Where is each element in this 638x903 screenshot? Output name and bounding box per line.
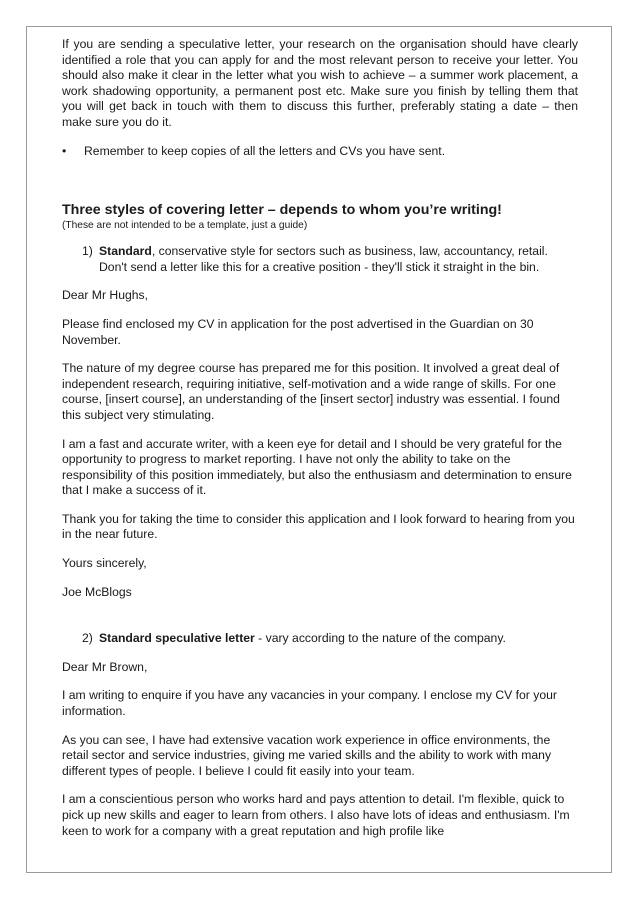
letter2-paragraph-3: I am a conscientious person who works hard and pays attention to detail. I'm flexible, quick to pick up new skills and eager to learn from others. I also have lots of ideas and enthusiasm. I'm keen to work for a company with a great reputation and high profile like — [62, 792, 570, 838]
letter1-title: Standard — [99, 244, 152, 259]
letter1-salutation: Dear Mr Hughs, — [62, 288, 149, 303]
bullet-symbol: • — [62, 143, 67, 158]
letter2-heading-text — [99, 631, 506, 647]
letter1-heading-text — [99, 244, 578, 275]
letter1-paragraph-2: The nature of my degree course has prepared me for this position. It involved a great deal of independent research, requiring initiative, self-motivation and a wide range of skills. For one course, [insert course], an understanding of the [insert sector] industry was essential. I found this subject very stimulating. — [62, 361, 560, 422]
letter2-description: - vary according to the nature of the company. — [254, 631, 506, 646]
bullet-text: Remember to keep copies of all the letters and CVs you have sent. — [84, 143, 446, 158]
letter1-number: 1) — [82, 244, 93, 259]
section-heading: Three styles of covering letter – depends to whom you’re writing! — [62, 202, 502, 219]
letter2-paragraph-2: As you can see, I have had extensive vacation work experience in office environments, the retail sector and service industries, giving me varied skills and the ability to work with many different types of people. I believe I could fit easily into your team. — [62, 732, 552, 778]
letter2-paragraph-1: I am writing to enquire if you have any vacancies in your company. I enclose my CV for your information. — [62, 688, 557, 719]
bullet-item — [62, 144, 578, 160]
section-note: (These are not intended to be a template, just a guide) — [62, 220, 308, 232]
letter2-heading — [82, 631, 578, 647]
letter1-description: , conservative style for sectors such as business, law, accountancy, retail. Don't send a letter like this for a creative position - they'll stick it straight in the bin. — [99, 244, 548, 274]
document-page — [26, 26, 612, 873]
letter1-paragraph-3: I am a fast and accurate writer, with a keen eye for detail and I should be very grateful for the opportunity to progress to market reporting. I have not only the ability to take on the responsibility of this position immediately, but also the enthusiasm and determination to ensure that I make a success of it. — [62, 436, 572, 498]
intro-paragraph: If you are sending a speculative letter, your research on the organisation should have clearly identified a role that you can apply for and the most relevant person to receive your letter. You should also make it clear in the letter what you wish to achieve – a summer work placement, a work shadowing opportunity, a permanent post etc. Make sure you finish by telling them that you will get back in touch with them to discuss this further, preferably stating a date – then make sure you do it. — [62, 37, 578, 129]
letter1-closing: Yours sincerely, — [62, 556, 147, 571]
page-content — [62, 37, 578, 852]
letter1-paragraph-1: Please find enclosed my CV in application for the post advertised in the Guardian on 30 November. — [62, 316, 534, 347]
letter1-heading — [82, 244, 578, 275]
letter2-salutation: Dear Mr Brown, — [62, 659, 148, 674]
letter1-signature: Joe McBlogs — [62, 584, 132, 599]
letter1-paragraph-4: Thank you for taking the time to consider this application and I look forward to hearing from you in the near future. — [62, 511, 575, 542]
letter2-number: 2) — [82, 631, 93, 646]
letter2-title: Standard speculative letter — [99, 631, 255, 646]
